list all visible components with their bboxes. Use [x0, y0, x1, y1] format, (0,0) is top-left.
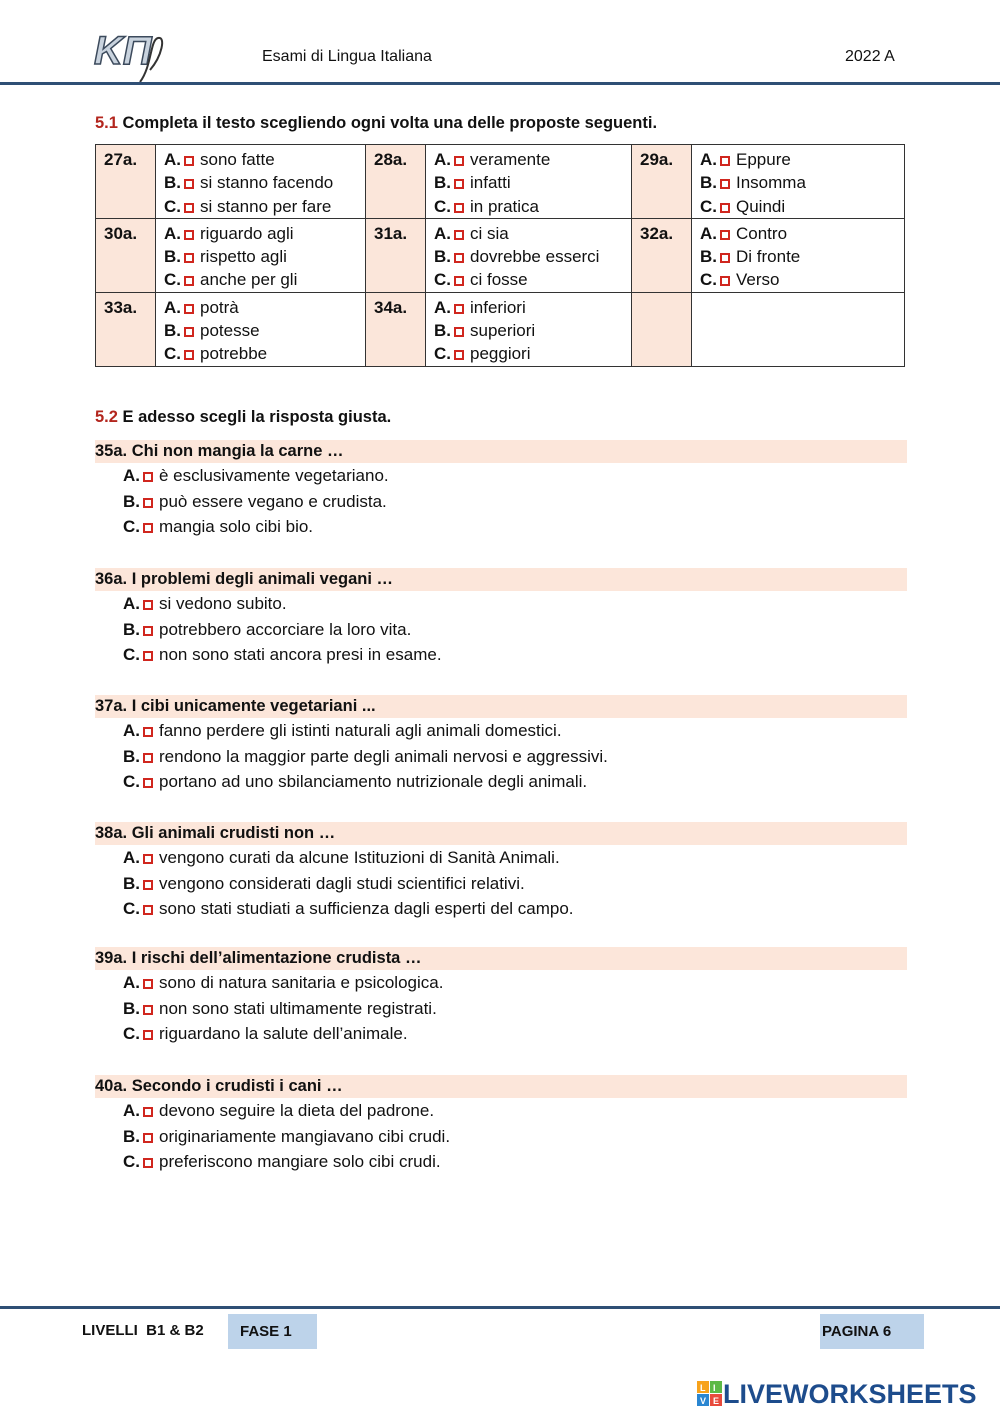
section-2-instruction: E adesso scegli la risposta giusta. [122, 408, 392, 426]
option-text: potrebbe [200, 344, 268, 364]
checkbox-icon[interactable] [184, 156, 194, 166]
answer-option[interactable] [434, 319, 623, 342]
option-text: rispetto agli [200, 247, 287, 267]
option-letter: C. [164, 196, 181, 216]
header-year: 2022 A [845, 48, 895, 65]
answer-option[interactable] [164, 148, 357, 171]
question-prompt: 40a. Secondo i crudisti i cani … [95, 1075, 907, 1098]
options-cell [426, 218, 632, 292]
table-row [96, 145, 905, 219]
option-letter: A. [164, 150, 181, 169]
question-number: 28a. [366, 145, 426, 219]
option-text: non sono stati ancora presi in esame. [159, 645, 442, 665]
checkbox-icon[interactable] [454, 179, 464, 189]
question-number: 33a. [96, 292, 156, 366]
options-cell [692, 292, 905, 366]
option-letter: A. [164, 223, 181, 243]
option-letter: C. [434, 270, 451, 290]
option-letter: A. [700, 150, 717, 169]
answer-option[interactable] [123, 744, 907, 770]
option-letter: A. [123, 1101, 140, 1120]
checkbox-icon[interactable] [143, 523, 153, 533]
option-letter: B. [123, 873, 140, 893]
checkbox-icon[interactable] [454, 253, 464, 263]
checkbox-icon[interactable] [720, 203, 730, 213]
answer-option[interactable] [164, 195, 357, 218]
option-text: devono seguire la dieta del padrone. [159, 1101, 435, 1120]
answer-option[interactable] [123, 970, 907, 996]
question-number: 31a. [366, 218, 426, 292]
checkbox-icon[interactable] [143, 854, 153, 864]
answer-option[interactable] [434, 195, 623, 218]
answer-option[interactable] [123, 769, 907, 795]
answer-option[interactable] [164, 171, 357, 194]
option-letter: B. [434, 173, 451, 193]
svg-text:L: L [700, 1383, 706, 1393]
option-letter: B. [123, 998, 140, 1018]
checkbox-icon[interactable] [143, 472, 153, 482]
question-number: 27a. [96, 145, 156, 219]
checkbox-icon[interactable] [720, 156, 730, 166]
option-letter: B. [700, 247, 717, 267]
question-prompt: 36a. I problemi degli animali vegani … [95, 568, 907, 591]
option-text: Eppure [736, 150, 791, 169]
option-text: dovrebbe esserci [470, 247, 600, 267]
answer-option[interactable] [700, 268, 896, 291]
section-1-heading [95, 114, 657, 133]
checkbox-icon[interactable] [143, 498, 153, 508]
option-letter: B. [700, 173, 717, 193]
answer-option[interactable] [123, 1124, 907, 1150]
option-letter: A. [164, 297, 181, 317]
options-cell [156, 145, 366, 219]
answer-option[interactable] [123, 718, 907, 744]
answer-option[interactable] [123, 642, 907, 668]
header-divider [0, 82, 1000, 85]
option-text: Quindi [736, 196, 786, 216]
option-letter: C. [164, 270, 181, 290]
table-row [96, 292, 905, 366]
answer-option[interactable] [123, 871, 907, 897]
option-letter: A. [434, 150, 451, 169]
option-letter: C. [123, 645, 140, 665]
checkbox-icon[interactable] [143, 1030, 153, 1040]
checkbox-icon[interactable] [143, 979, 153, 989]
option-text: sono di natura sanitaria e psicologica. [159, 973, 444, 992]
answer-option[interactable] [123, 1149, 907, 1175]
checkbox-icon[interactable] [184, 304, 194, 314]
checkbox-icon[interactable] [184, 230, 194, 240]
checkbox-icon[interactable] [184, 179, 194, 189]
question-block [95, 440, 907, 540]
answer-option[interactable] [434, 268, 623, 291]
option-letter: B. [164, 247, 181, 267]
checkbox-icon[interactable] [143, 626, 153, 636]
answer-option[interactable] [700, 195, 896, 218]
option-text: potrà [200, 297, 239, 317]
options-cell [692, 145, 905, 219]
option-text: Verso [736, 270, 780, 290]
question-prompt: 37a. I cibi unicamente vegetariani ... [95, 695, 907, 718]
option-text: vengono curati da alcune Istituzioni di Sanità Animali. [159, 848, 560, 867]
checkbox-icon[interactable] [454, 230, 464, 240]
option-letter: C. [123, 517, 140, 537]
footer-divider [0, 1306, 1000, 1309]
option-text: riguardano la salute dell’animale. [159, 1024, 408, 1044]
question-number: 34a. [366, 292, 426, 366]
checkbox-icon[interactable] [184, 203, 194, 213]
checkbox-icon[interactable] [720, 276, 730, 286]
question-number: 29a. [632, 145, 692, 219]
option-text: superiori [470, 321, 536, 341]
answer-option[interactable] [700, 222, 896, 245]
answer-option[interactable] [164, 222, 357, 245]
question-block [95, 947, 907, 1047]
option-text: fanno perdere gli istinti naturali agli animali domestici. [159, 721, 562, 740]
option-text: Insomma [736, 173, 806, 193]
answer-option[interactable] [123, 514, 907, 540]
footer-levels: LIVELLI B1 & B2 [82, 1322, 204, 1339]
option-text: non sono stati ultimamente registrati. [159, 998, 437, 1018]
answer-option[interactable] [164, 319, 357, 342]
answer-option[interactable] [123, 845, 907, 871]
question-block [95, 1075, 907, 1175]
option-text: anche per gli [200, 270, 298, 290]
option-letter: B. [123, 619, 140, 639]
option-letter: A. [123, 594, 140, 613]
options-cell [426, 292, 632, 366]
answer-option[interactable] [164, 296, 357, 319]
option-text: Di fronte [736, 247, 801, 267]
option-letter: A. [434, 297, 451, 317]
question-block [95, 568, 907, 668]
answer-option[interactable] [164, 245, 357, 268]
option-text: in pratica [470, 196, 539, 216]
section-1-number: 5.1 [95, 114, 118, 132]
footer-page-number: PAGINA 6 [820, 1314, 924, 1349]
option-letter: C. [123, 1024, 140, 1044]
answer-option[interactable] [123, 489, 907, 515]
option-letter: A. [123, 973, 140, 992]
answer-option[interactable] [123, 1021, 907, 1047]
option-letter: C. [123, 899, 140, 919]
section-2-number: 5.2 [95, 408, 118, 426]
option-letter: B. [164, 321, 181, 341]
answer-option[interactable] [123, 1098, 907, 1124]
answer-option[interactable] [164, 268, 357, 291]
option-text: si stanno facendo [200, 173, 334, 193]
option-letter: C. [123, 772, 140, 792]
checkbox-icon[interactable] [720, 179, 730, 189]
checkbox-icon[interactable] [184, 327, 194, 337]
option-text: preferiscono mangiare solo cibi crudi. [159, 1152, 441, 1172]
option-letter: B. [123, 491, 140, 511]
option-text: ci fosse [470, 270, 528, 290]
answer-option[interactable] [434, 342, 623, 365]
liveworksheets-logo-icon [697, 1381, 723, 1407]
checkbox-icon[interactable] [143, 778, 153, 788]
checkbox-icon[interactable] [454, 203, 464, 213]
option-letter: C. [123, 1152, 140, 1172]
checkbox-icon[interactable] [143, 880, 153, 890]
option-text: ci sia [470, 223, 509, 243]
checkbox-icon[interactable] [143, 905, 153, 915]
section-1-instruction: Completa il testo scegliendo ogni volta una delle proposte seguenti. [122, 114, 658, 132]
answer-option[interactable] [700, 245, 896, 268]
question-block [95, 822, 907, 922]
svg-text:V: V [700, 1396, 707, 1406]
checkbox-icon[interactable] [184, 350, 194, 360]
header-title: Esami di Lingua Italiana [262, 48, 432, 65]
checkbox-icon[interactable] [454, 350, 464, 360]
answer-option[interactable] [434, 222, 623, 245]
checkbox-icon[interactable] [720, 253, 730, 263]
question-number [632, 292, 692, 366]
checkbox-icon[interactable] [143, 753, 153, 763]
option-text: potrebbero accorciare la loro vita. [159, 619, 412, 639]
checkbox-icon[interactable] [143, 600, 153, 610]
option-text: inferiori [470, 297, 526, 317]
option-text: riguardo agli [200, 223, 294, 243]
checkbox-icon[interactable] [143, 1158, 153, 1168]
answer-option[interactable] [123, 896, 907, 922]
checkbox-icon[interactable] [720, 230, 730, 240]
liveworksheets-brand [697, 1374, 977, 1414]
answer-option[interactable] [123, 996, 907, 1022]
option-letter: B. [434, 321, 451, 341]
footer-phase: FASE 1 [228, 1314, 317, 1349]
option-text: sono fatte [200, 150, 275, 169]
option-letter: B. [164, 173, 181, 193]
options-cell [426, 145, 632, 219]
option-letter: C. [164, 344, 181, 364]
option-letter: B. [123, 1126, 140, 1146]
svg-text:KΠ: KΠ [94, 29, 152, 73]
question-number: 30a. [96, 218, 156, 292]
checkbox-icon[interactable] [184, 276, 194, 286]
option-text: infatti [470, 173, 511, 193]
answer-option[interactable] [700, 171, 896, 194]
option-text: peggiori [470, 344, 531, 364]
answer-option[interactable] [700, 148, 896, 171]
answer-option[interactable] [434, 245, 623, 268]
option-text: mangia solo cibi bio. [159, 517, 314, 537]
option-text: portano ad uno sbilanciamento nutrizionale degli animali. [159, 772, 588, 792]
section-2-heading [95, 408, 391, 427]
checkbox-icon[interactable] [454, 327, 464, 337]
checkbox-icon[interactable] [143, 1005, 153, 1015]
question-number: 32a. [632, 218, 692, 292]
svg-text:I: I [713, 1383, 716, 1393]
answer-option[interactable] [123, 617, 907, 643]
checkbox-icon[interactable] [143, 651, 153, 661]
question-prompt: 39a. I rischi dell’alimentazione crudista … [95, 947, 907, 970]
checkbox-icon[interactable] [454, 304, 464, 314]
question-block [95, 695, 907, 795]
question-prompt: 38a. Gli animali crudisti non … [95, 822, 907, 845]
option-letter: A. [123, 466, 140, 485]
option-text: originariamente mangiavano cibi crudi. [159, 1126, 451, 1146]
options-cell [692, 218, 905, 292]
option-text: sono stati studiati a sufficienza dagli esperti del campo. [159, 899, 574, 919]
options-cell [156, 292, 366, 366]
table-row [96, 218, 905, 292]
checkbox-icon[interactable] [454, 276, 464, 286]
answer-option[interactable] [123, 591, 907, 617]
answer-option[interactable] [434, 171, 623, 194]
answer-option[interactable] [434, 296, 623, 319]
svg-text:E: E [713, 1396, 720, 1406]
publisher-logo [92, 26, 172, 86]
option-letter: A. [123, 721, 140, 740]
option-letter: B. [434, 247, 451, 267]
checkbox-icon[interactable] [143, 727, 153, 737]
cloze-options-table [95, 144, 905, 367]
option-letter: C. [434, 344, 451, 364]
option-text: rendono la maggior parte degli animali nervosi e aggressivi. [159, 746, 608, 766]
option-text: potesse [200, 321, 260, 341]
brand-text: LIVEWORKSHEETS [723, 1378, 977, 1409]
option-text: è esclusivamente vegetariano. [159, 466, 389, 485]
option-letter: A. [434, 223, 451, 243]
checkbox-icon[interactable] [143, 1133, 153, 1143]
answer-option[interactable] [164, 342, 357, 365]
checkbox-icon[interactable] [184, 253, 194, 263]
option-letter: C. [434, 196, 451, 216]
option-text: Contro [736, 223, 788, 243]
option-text: può essere vegano e crudista. [159, 491, 387, 511]
option-text: vengono considerati dagli studi scientifici relativi. [159, 873, 525, 893]
checkbox-icon[interactable] [143, 1107, 153, 1117]
option-text: si stanno per fare [200, 196, 332, 216]
option-letter: A. [700, 223, 717, 243]
answer-option[interactable] [434, 148, 623, 171]
option-letter: B. [123, 746, 140, 766]
option-letter: C. [700, 270, 717, 290]
checkbox-icon[interactable] [454, 156, 464, 166]
option-text: veramente [470, 150, 551, 169]
option-letter: A. [123, 848, 140, 867]
question-prompt: 35a. Chi non mangia la carne … [95, 440, 907, 463]
option-text: si vedono subito. [159, 594, 287, 613]
option-letter: C. [700, 196, 717, 216]
answer-option[interactable] [123, 463, 907, 489]
options-cell [156, 218, 366, 292]
